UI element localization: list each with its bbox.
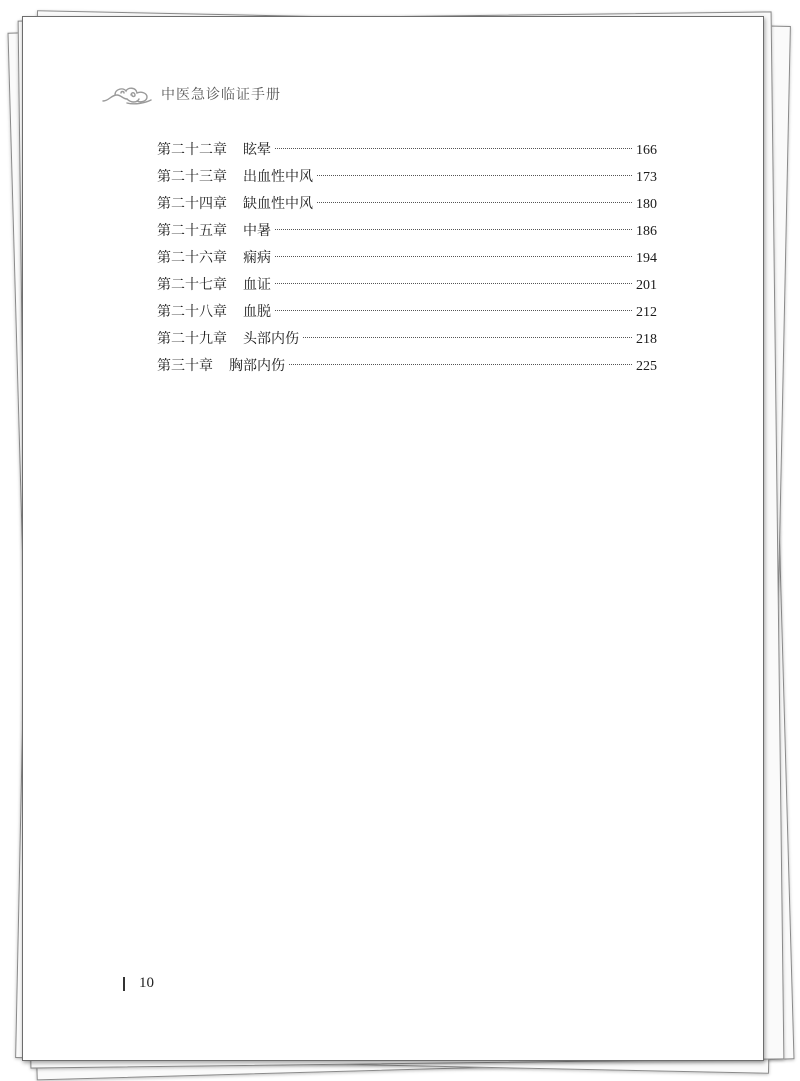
toc-chapter-number: 第二十七章 [157, 277, 227, 293]
toc-page-number: 225 [636, 359, 657, 374]
toc-dot-leader [275, 256, 632, 257]
toc-chapter-title: 眩晕 [243, 142, 271, 158]
toc-chapter-number: 第二十八章 [157, 304, 227, 320]
toc-dot-leader [275, 148, 632, 149]
toc-dot-leader [303, 337, 632, 338]
toc-dot-leader [289, 364, 632, 365]
toc-dot-leader [317, 202, 632, 203]
toc-page-number: 218 [636, 332, 657, 347]
toc-entry[interactable] [157, 218, 657, 245]
toc-chapter-number: 第二十五章 [157, 223, 227, 239]
toc-entry[interactable] [157, 326, 657, 353]
toc-entry[interactable] [157, 299, 657, 326]
toc-chapter-title: 痫病 [243, 250, 271, 266]
toc-chapter-title: 血证 [243, 277, 271, 293]
toc-chapter-number: 第二十三章 [157, 169, 227, 185]
toc-chapter-title: 胸部内伤 [229, 358, 285, 374]
table-of-contents [157, 137, 657, 380]
page-footer [123, 975, 154, 992]
toc-chapter-number: 第二十六章 [157, 250, 227, 266]
auspicious-cloud-icon [101, 81, 153, 107]
toc-entry[interactable] [157, 191, 657, 218]
toc-chapter-title: 缺血性中风 [243, 196, 313, 212]
running-header [101, 79, 281, 109]
toc-entry[interactable] [157, 137, 657, 164]
toc-dot-leader [275, 310, 632, 311]
toc-chapter-title: 中暑 [243, 223, 271, 239]
toc-page-number: 201 [636, 278, 657, 293]
toc-dot-leader [317, 175, 632, 176]
toc-entry[interactable] [157, 164, 657, 191]
toc-entry[interactable] [157, 245, 657, 272]
toc-page-number: 166 [636, 143, 657, 158]
toc-dot-leader [275, 229, 632, 230]
toc-entry[interactable] [157, 353, 657, 380]
toc-chapter-title: 出血性中风 [243, 169, 313, 185]
toc-dot-leader [275, 283, 632, 284]
toc-chapter-number: 第三十章 [157, 358, 213, 374]
footer-divider [123, 977, 125, 991]
toc-chapter-title: 血脱 [243, 304, 271, 320]
toc-chapter-number: 第二十九章 [157, 331, 227, 347]
page-number: 10 [139, 975, 154, 991]
toc-page-number: 194 [636, 251, 657, 266]
toc-chapter-number: 第二十二章 [157, 142, 227, 158]
toc-chapter-number: 第二十四章 [157, 196, 227, 212]
document-page [22, 16, 764, 1061]
toc-page-number: 212 [636, 305, 657, 320]
toc-page-number: 180 [636, 197, 657, 212]
toc-chapter-title: 头部内伤 [243, 331, 299, 347]
toc-page-number: 173 [636, 170, 657, 185]
toc-entry[interactable] [157, 272, 657, 299]
toc-page-number: 186 [636, 224, 657, 239]
book-title: 中医急诊临证手册 [161, 87, 281, 103]
